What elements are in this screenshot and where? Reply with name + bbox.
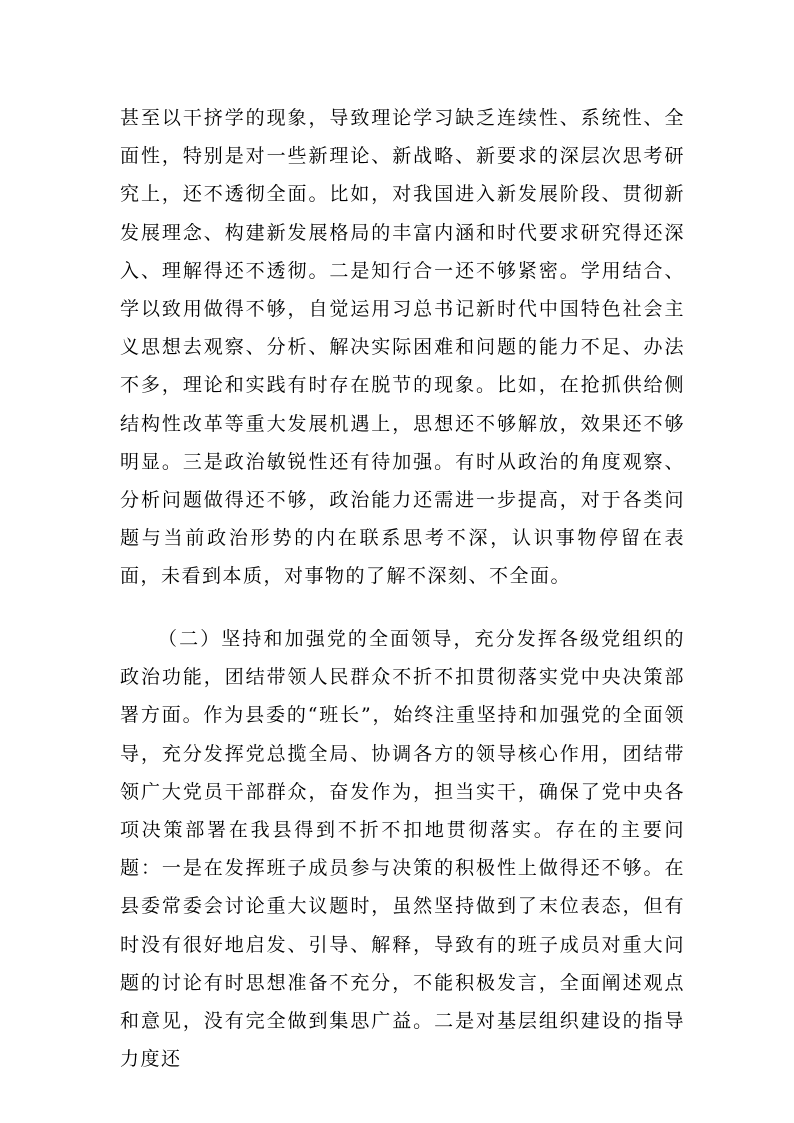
body-paragraph-1: 甚至以干挤学的现象，导致理论学习缺乏连续性、系统性、全面性，特别是对一些新理论、新战略、新要求的深层次思考研究上，还不透彻全面。比如，对我国进入新发展阶段、贯彻新发展理念、构建新发展格局的丰富内涵和时代要求研究得还深入、理解得还不透彻。二是知行合一还不够紧密。学用结合、学以致用做得不够，自觉运用习总书记新时代中国特色社会主义思想去观察、分析、解决实际困难和问题的能力不足、办法不多，理论和实践有时存在脱节的现象。比如，在抢抓供给侧结构性改革等重大发展机遇上，思想还不够解放，效果还不够明显。三是政治敏锐性还有待加强。有时从政治的角度观察、分析问题做得还不够，政治能力还需进一步提高，对于各类问题与当前政治形势的内在联系思考不深，认识事物停留在表面，未看到本质，对事物的了解不深刻、不全面。 [120, 107, 685, 588]
body-paragraph-2: （二）坚持和加强党的全面领导，充分发挥各级党组织的政治功能，团结带领人民群众不折不扣贯彻落实党中央决策部署方面。作为县委的“班长”，始终注重坚持和加强党的全面领导，充分发挥党总揽全局、协调各方的领导核心作用，团结带领广大党员干部群众，奋发作为，担当实干，确保了党中央各项决策部署在我县得到不折不扣地贯彻落实。存在的主要问题：一是在发挥班子成员参与决策的积极性上做得还不够。在县委常委会讨论重大议题时，虽然坚持做到了末位表态，但有时没有很好地启发、引导、解释，导致有的班子成员对重大问题的讨论有时思想准备不充分，不能积极发言，全面阐述观点和意见，没有完全做到集思广益。二是对基层组织建设的指导力度还 [120, 628, 685, 1071]
